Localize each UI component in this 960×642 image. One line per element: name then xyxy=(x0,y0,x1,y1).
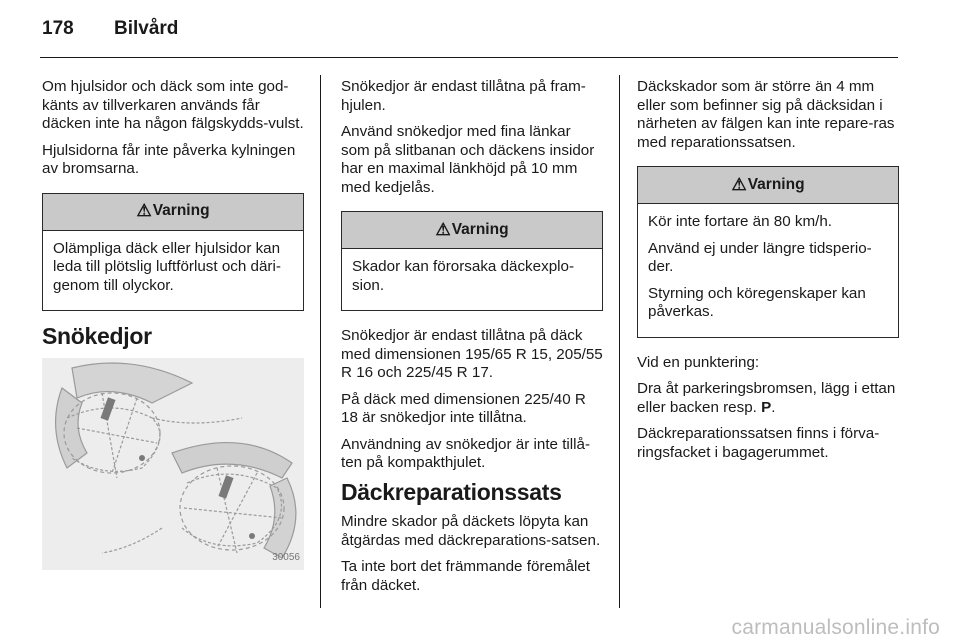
warning-header xyxy=(638,167,898,204)
watermark: carmanualsonline.info xyxy=(731,616,940,639)
column-divider-1 xyxy=(320,75,321,608)
text-run: Dra åt parkeringsbromsen, lägg i ettan eller backen resp. xyxy=(637,380,896,416)
warning-title: Varning xyxy=(747,175,805,193)
paragraph: På däck med dimensionen 225/40 R 18 är snökedjor inte tillåtna. xyxy=(341,390,586,426)
paragraph: Hjulsidorna får inte påverka kylningen av bromsarna. xyxy=(42,141,296,177)
warning-body xyxy=(43,231,303,311)
page-number: 178 xyxy=(42,18,74,39)
column-2 xyxy=(341,78,603,603)
paragraph: Snökedjor är endast tillåtna på däck med dimensionen 195/65 R 15, 205/55 R 16 och 225/45 R 17. xyxy=(341,327,603,381)
gear-letter: P xyxy=(761,398,772,416)
paragraph: Om hjulsidor och däck som inte god-känts av tillverkaren används får däcken inte ha någon fälgskydds-vulst. xyxy=(42,78,304,132)
paragraph xyxy=(637,380,899,417)
snow-chains-drawing xyxy=(42,358,304,570)
page-header xyxy=(42,18,918,48)
snow-chains-illustration xyxy=(42,358,304,570)
warning-header xyxy=(342,212,602,249)
column-divider-2 xyxy=(619,75,620,608)
warning-body xyxy=(638,204,898,337)
warning-title: Varning xyxy=(451,220,509,238)
warning-box xyxy=(341,211,603,311)
text-run: . xyxy=(771,398,776,416)
warning-title: Varning xyxy=(152,202,210,220)
paragraph: Snökedjor är endast tillåtna på fram-hjulen. xyxy=(341,78,586,114)
column-1 xyxy=(42,78,304,570)
warning-body xyxy=(342,249,602,310)
section-heading: Snökedjor xyxy=(42,323,152,349)
warning-box xyxy=(42,193,304,312)
warning-text: Skador kan förorsaka däckexplo-sion. xyxy=(352,258,575,294)
warning-text: Olämpliga däck eller hjulsidor kan leda till plötslig luftförlust och däri-genom till olyckor. xyxy=(53,239,281,294)
warning-line: Styrning och köregenskaper kan påverkas. xyxy=(648,284,866,320)
paragraph: Mindre skador på däckets löpyta kan åtgärdas med däckreparations-satsen. xyxy=(341,513,601,549)
warning-triangle-icon: ⚠ xyxy=(136,201,152,221)
column-3 xyxy=(637,78,899,470)
section-title: Bilvård xyxy=(114,18,179,39)
warning-triangle-icon: ⚠ xyxy=(435,219,451,239)
paragraph: Däckskador som är större än 4 mm eller som befinner sig på däcksidan i närheten av fälgen kan inte repare-ras med reparationssatsen. xyxy=(637,78,895,151)
warning-line: Använd ej under längre tidsperio-der. xyxy=(648,239,872,275)
paragraph: Däckreparationssatsen finns i förva-ringsfacket i bagagerummet. xyxy=(637,425,880,461)
section-heading: Däckreparationssats xyxy=(341,478,562,505)
warning-box xyxy=(637,166,899,338)
header-rule xyxy=(40,57,898,58)
paragraph: Ta inte bort det främmande föremålet från däcket. xyxy=(341,558,591,594)
warning-triangle-icon: ⚠ xyxy=(731,174,747,194)
figure-number: 30056 xyxy=(272,552,300,563)
warning-header xyxy=(43,194,303,231)
paragraph: Använd snökedjor med fina länkar som på slitbanan och däckens insidor har en maximal länkhöjd på 10 mm med kedjelås. xyxy=(341,123,595,196)
paragraph: Användning av snökedjor är inte tillå-ten på kompakthjulet. xyxy=(341,435,591,471)
warning-line: Kör inte fortare än 80 km/h. xyxy=(648,213,833,230)
paragraph: Vid en punktering: xyxy=(637,353,760,371)
